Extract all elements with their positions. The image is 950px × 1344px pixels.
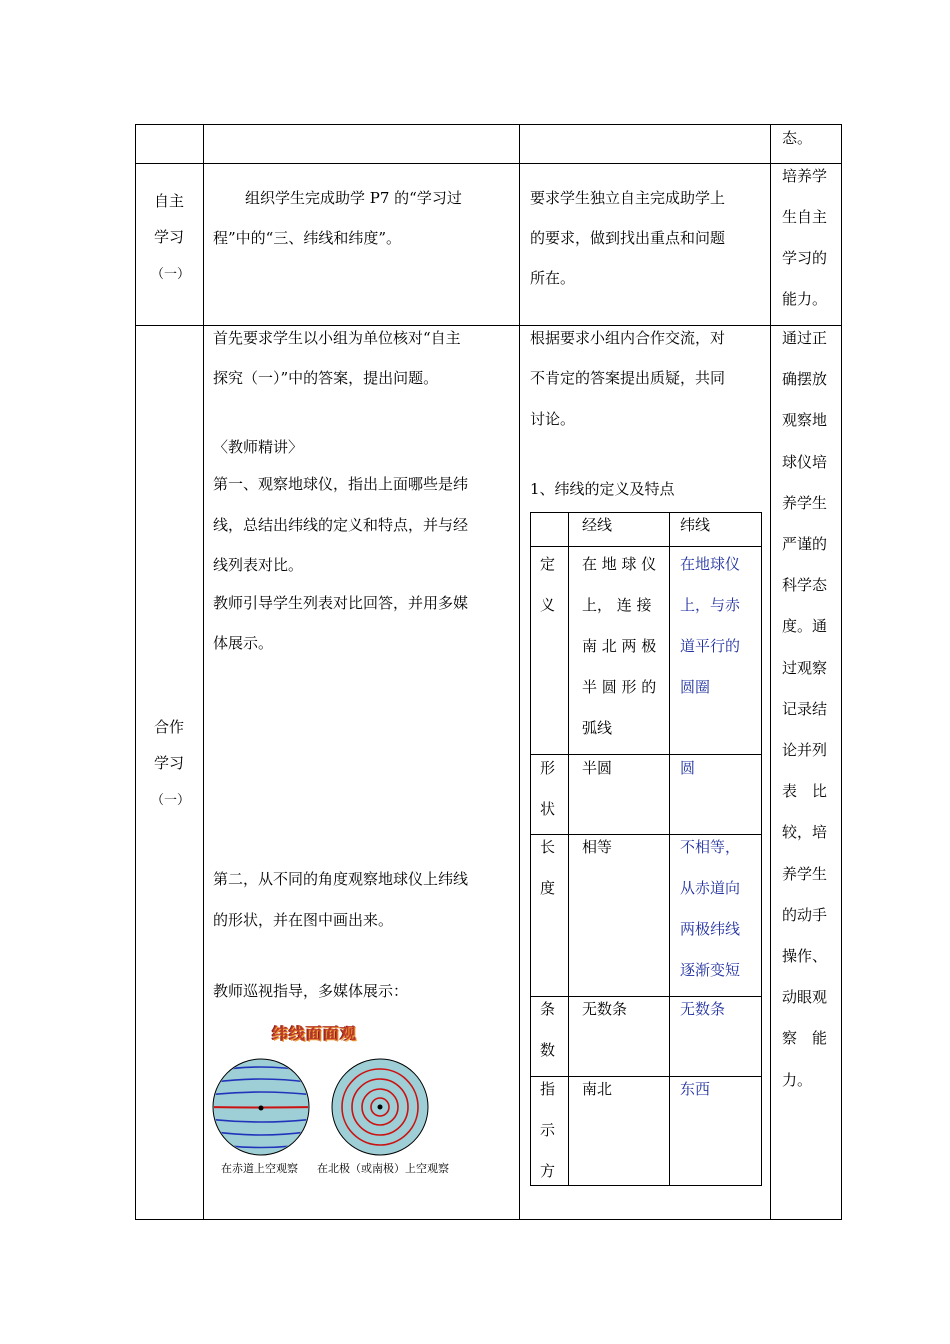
row2-first-line-1: 第一、观察地球仪，指出上面哪些是纬 xyxy=(213,475,469,493)
comparison-subtitle: 1、纬线的定义及特点 xyxy=(530,480,675,498)
row2-purpose-line: 养学生 xyxy=(782,493,828,512)
row1-student-line-1: 要求学生独立自主完成助学上 xyxy=(530,189,726,207)
row1-teacher-line-2: 程”中的“三、纬线和纬度”。 xyxy=(213,229,402,247)
inner-cell-wei-dingyi-4: 圆圈 xyxy=(680,678,711,696)
inner-row-label-dingyi-2: 义 xyxy=(540,596,556,614)
row2-purpose-line: 过观察 xyxy=(782,658,828,677)
row2-purpose-line: 确摆放 xyxy=(782,370,828,389)
row1-purpose-line-1: 培养学 xyxy=(782,167,828,185)
row1-purpose-line-3: 学习的 xyxy=(782,249,828,267)
inner-table-header-weixian: 纬线 xyxy=(680,516,711,534)
row2-purpose-line: 表 比 xyxy=(782,782,828,801)
inner-row-label-xingzhuang-1: 形 xyxy=(540,759,556,777)
inner-cell-wei-xingzhuang: 圆 xyxy=(680,759,696,777)
inner-table-row-line-4 xyxy=(530,996,762,997)
inner-table-bottom xyxy=(530,1185,762,1186)
row1-purpose-line-4: 能力。 xyxy=(782,290,828,308)
inner-cell-jing-zhishi: 南北 xyxy=(582,1080,613,1098)
figure-caption-right: 在北极（或南极）上空观察 xyxy=(317,1162,449,1175)
inner-cell-jing-tiaoshu: 无数条 xyxy=(582,1000,628,1018)
row2-purpose-line: 察 能 xyxy=(782,1029,828,1048)
row2-purpose-line: 动眼观 xyxy=(782,988,828,1007)
inner-cell-jing-dingyi-2: 上， 连 接 xyxy=(582,596,652,614)
inner-cell-jing-xingzhuang: 半圆 xyxy=(582,759,613,777)
equator-view-globe xyxy=(208,1059,314,1155)
inner-table-col-line-1 xyxy=(568,512,569,1186)
table-col-line-1 xyxy=(203,124,204,1220)
row2-student-intro-2: 不肯定的答案提出质疑，共同 xyxy=(530,369,726,387)
inner-cell-wei-dingyi-2: 上，与赤 xyxy=(680,596,741,614)
inner-row-label-dingyi-1: 定 xyxy=(540,555,556,573)
inner-cell-jing-changdu: 相等 xyxy=(582,838,613,856)
row2-purpose-line: 通过正 xyxy=(782,329,828,347)
inner-table-col-line-0 xyxy=(530,512,531,1186)
pole-view-globe xyxy=(332,1059,428,1155)
row2-guide-line-1: 教师引导学生列表对比回答，并用多媒 xyxy=(213,594,469,612)
row2-first-line-2: 线，总结出纬线的定义和特点，并与经 xyxy=(213,516,469,534)
row2-purpose-line: 养学生 xyxy=(782,864,828,883)
inner-table-row-line-3 xyxy=(530,834,762,835)
inner-row-label-changdu-1: 长 xyxy=(540,838,556,856)
row2-purpose-line: 论并列 xyxy=(782,741,828,759)
row2-guide-line-2: 体展示。 xyxy=(213,634,274,652)
inner-cell-wei-changdu-1: 不相等， xyxy=(680,838,741,856)
inner-table-col-line-3 xyxy=(761,512,762,1186)
table-row-divider-1 xyxy=(135,163,842,164)
row2-purpose-line: 记录结 xyxy=(782,699,828,718)
row2-purpose-line: 科学态 xyxy=(782,576,828,595)
row2-purpose-line: 较，培 xyxy=(782,823,828,842)
row1-student-line-2: 的要求，做到找出重点和问题 xyxy=(530,229,726,247)
inner-cell-wei-dingyi-3: 道平行的 xyxy=(680,637,741,655)
row2-purpose-line: 度。通 xyxy=(782,617,828,636)
inner-cell-wei-dingyi-1: 在地球仪 xyxy=(680,555,741,573)
inner-table-top xyxy=(530,512,762,513)
inner-row-label-tiaoshu-2: 数 xyxy=(540,1041,556,1059)
inner-row-label-changdu-2: 度 xyxy=(540,879,556,897)
inner-cell-wei-changdu-3: 两极纬线 xyxy=(680,920,741,938)
figure-title: 纬线面面观 xyxy=(272,1024,358,1043)
inner-table-row-line-5 xyxy=(530,1076,762,1077)
row1-student-line-3: 所在。 xyxy=(530,269,576,287)
row1-stage-line-3: （一） xyxy=(151,267,191,282)
inner-table-col-line-2 xyxy=(669,512,670,1186)
row0-purpose-text: 态。 xyxy=(782,129,813,147)
row2-purpose-line: 操作、 xyxy=(782,947,828,965)
row2-purpose-line: 的动手 xyxy=(782,905,828,924)
inner-cell-wei-changdu-4: 逐渐变短 xyxy=(680,961,741,979)
row2-purpose-line: 观察地 xyxy=(782,411,828,430)
inner-cell-wei-zhishi: 东西 xyxy=(680,1080,711,1098)
table-col-line-2 xyxy=(519,124,520,1220)
row2-stage-line-3: （一） xyxy=(151,793,191,808)
row2-first-line-3: 线列表对比。 xyxy=(213,556,304,574)
inner-cell-wei-tiaoshu: 无数条 xyxy=(680,1000,726,1018)
inner-cell-wei-changdu-2: 从赤道向 xyxy=(680,879,741,897)
inner-cell-jing-dingyi-5: 弧线 xyxy=(582,719,613,737)
row1-stage-line-2: 学习 xyxy=(154,228,185,246)
latitude-globe-figure xyxy=(208,1052,448,1162)
figure-caption-left: 在赤道上空观察 xyxy=(221,1162,298,1175)
table-col-line-4 xyxy=(841,124,842,1220)
table-border-bottom xyxy=(135,1219,842,1220)
inner-row-label-tiaoshu-1: 条 xyxy=(540,1000,556,1018)
inner-cell-jing-dingyi-3: 南 北 两 极 xyxy=(582,637,657,655)
inner-table-header-jingxian: 经线 xyxy=(582,516,613,534)
table-row-divider-2 xyxy=(135,325,842,326)
inner-cell-jing-dingyi-1: 在 地 球 仪 xyxy=(582,555,657,573)
row2-teacher-intro-2: 探究（一）”中的答案，提出问题。 xyxy=(213,369,439,387)
row2-stage-line-1: 合作 xyxy=(154,718,185,736)
row2-student-intro-3: 讨论。 xyxy=(530,410,576,428)
inner-row-label-zhishi-3: 方 xyxy=(540,1162,556,1180)
inner-table-row-line-1 xyxy=(530,546,762,547)
row2-purpose-line: 严谨的 xyxy=(782,535,828,553)
row1-stage-line-1: 自主 xyxy=(154,192,185,210)
table-col-line-0 xyxy=(135,124,136,1220)
inner-row-label-zhishi-1: 指 xyxy=(540,1080,556,1098)
inner-cell-jing-dingyi-4: 半 圆 形 的 xyxy=(582,678,657,696)
inner-row-label-xingzhuang-2: 状 xyxy=(540,800,556,818)
row2-second-line-2: 的形状，并在图中画出来。 xyxy=(213,911,394,929)
row1-purpose-line-2: 生自主 xyxy=(782,208,828,226)
inner-row-label-zhishi-2: 示 xyxy=(540,1121,556,1139)
inner-table-row-line-2 xyxy=(530,754,762,755)
row2-student-intro-1: 根据要求小组内合作交流，对 xyxy=(530,329,726,347)
row1-teacher-line-1: 组织学生完成助学 P7 的“学习过 xyxy=(245,189,462,207)
row2-teacher-intro-1: 首先要求学生以小组为单位核对“自主 xyxy=(213,329,461,347)
row2-jingjiang-heading: 〈教师精讲〉 xyxy=(213,438,304,456)
table-col-line-3 xyxy=(770,124,771,1220)
row2-purpose-line: 力。 xyxy=(782,1070,813,1089)
row2-purpose-line: 球仪培 xyxy=(782,452,828,471)
row2-second-line-1: 第二，从不同的角度观察地球仪上纬线 xyxy=(213,870,469,888)
row2-stage-line-2: 学习 xyxy=(154,754,185,772)
row2-patrol-line: 教师巡视指导，多媒体展示： xyxy=(213,982,409,1000)
table-border-top xyxy=(135,124,842,125)
